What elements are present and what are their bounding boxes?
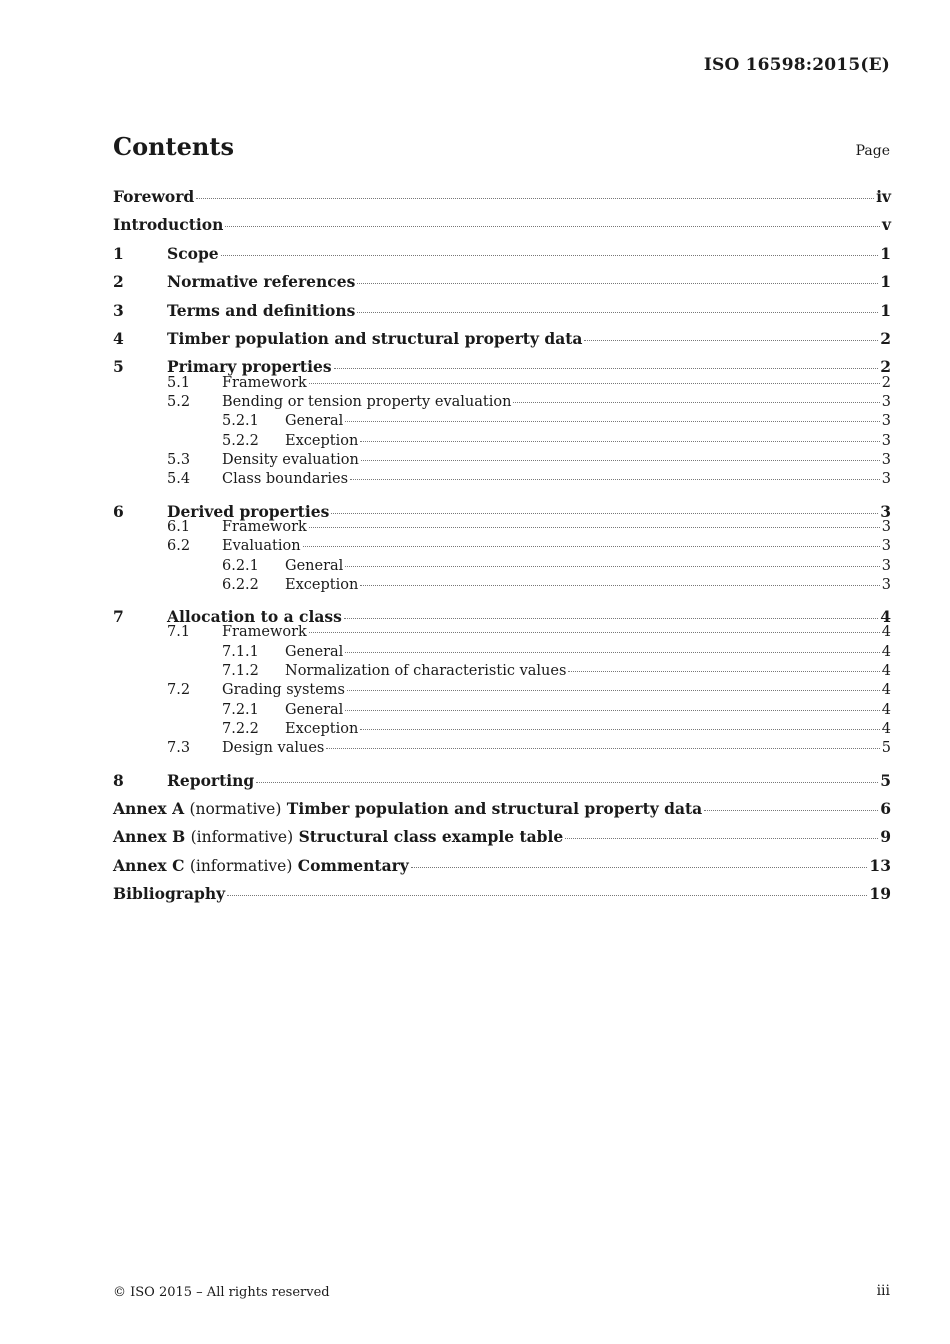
- toc-entry[interactable]: [113, 537, 891, 556]
- toc-entry-title: Exception: [285, 432, 359, 449]
- toc-entry-label: [222, 451, 359, 470]
- toc-entry-label: [113, 852, 409, 880]
- dot-leader: [584, 339, 878, 341]
- toc-entry[interactable]: [113, 795, 891, 823]
- toc-entry-title: Introduction: [113, 215, 224, 235]
- toc-entry-label: [167, 240, 219, 268]
- toc-entry-page: 3: [881, 518, 891, 535]
- toc-entry-page: 2: [880, 357, 891, 377]
- toc-entry-page: 3: [880, 501, 891, 521]
- toc-entry-title: Design values: [222, 740, 325, 757]
- toc-entry-number: 6.2.2: [222, 576, 259, 593]
- dot-leader: [568, 670, 879, 672]
- toc-entry-label: [222, 518, 307, 537]
- toc-entry-number: 7.1: [167, 624, 191, 641]
- toc-entry[interactable]: [113, 518, 891, 537]
- toc-entry-page: 3: [881, 471, 891, 488]
- toc-entry-page: 3: [881, 538, 891, 555]
- toc-entry-title: General: [285, 557, 344, 574]
- dot-leader: [309, 631, 880, 633]
- dot-leader: [256, 781, 878, 783]
- annex-title: Timber population and structural property data: [286, 798, 703, 818]
- dot-leader: [345, 420, 879, 422]
- toc-entry-number: 5: [113, 357, 124, 377]
- toc-entry-label: [167, 325, 582, 353]
- toc-entry-title: Annex B: [113, 827, 186, 847]
- toc-entry-page: 4: [880, 607, 891, 627]
- dot-leader: [345, 709, 879, 711]
- toc-entry[interactable]: [113, 557, 891, 576]
- toc-entry-label: [222, 470, 348, 489]
- dot-leader: [361, 459, 880, 461]
- toc-entry-number: 7.2.1: [222, 701, 259, 718]
- toc-entry-label: [222, 537, 301, 556]
- toc-entry-title: Evaluation: [222, 538, 301, 555]
- toc-entry-title: General: [285, 413, 344, 430]
- toc-entry[interactable]: [113, 325, 891, 353]
- toc-entry-page: 4: [881, 643, 891, 660]
- toc-entry-title: Allocation to a class: [167, 607, 342, 627]
- toc-entry-page: 9: [880, 827, 891, 847]
- toc-entry-number: 5.2.1: [222, 413, 259, 430]
- toc-entry-number: 7: [113, 607, 124, 627]
- toc-entry[interactable]: [113, 576, 891, 595]
- toc-entry-page: 4: [881, 701, 891, 718]
- toc-entry[interactable]: [113, 681, 891, 700]
- toc-entry-page: 4: [881, 624, 891, 641]
- toc-entry[interactable]: [113, 701, 891, 720]
- toc-entry-number: 5.2: [167, 394, 191, 411]
- toc-entry[interactable]: [113, 852, 891, 880]
- toc-entry-label: [113, 880, 225, 908]
- toc-entry-title: Density evaluation: [222, 451, 359, 468]
- toc-entry-number: 1: [113, 243, 124, 263]
- dot-leader: [334, 367, 879, 369]
- annex-type-note: (normative): [189, 799, 282, 818]
- toc-entry-title: Annex A: [113, 798, 185, 818]
- toc-entry[interactable]: [113, 374, 891, 393]
- contents-title: Contents: [113, 132, 234, 161]
- dot-leader: [225, 225, 880, 227]
- toc-entry-title: Grading systems: [222, 682, 345, 699]
- toc-entry-number: 7.2: [167, 682, 191, 699]
- toc-entry-title: Framework: [222, 518, 307, 535]
- toc-entry-label: [285, 412, 343, 431]
- toc-entry-title: Bibliography: [113, 884, 226, 904]
- toc-entry-label: [285, 662, 566, 681]
- dot-leader: [350, 478, 880, 480]
- dot-leader: [227, 894, 867, 896]
- toc-entry-page: 6: [880, 798, 891, 818]
- document-id: ISO 16598:2015(E): [703, 55, 890, 75]
- toc-entry-page: 1: [880, 300, 891, 320]
- toc-entry-number: 2: [113, 272, 124, 292]
- toc-entry-number: 7.2.2: [222, 720, 259, 737]
- toc-entry-title: Primary properties: [167, 357, 332, 377]
- toc-entry-title: Derived properties: [167, 501, 330, 521]
- toc-entry-label: [285, 432, 358, 451]
- toc-entry-page: 1: [880, 272, 891, 292]
- dot-leader: [360, 728, 879, 730]
- annex-title: Structural class example table: [298, 827, 564, 847]
- toc-entry-page: 3: [881, 394, 891, 411]
- footer-copyright: © ISO 2015 – All rights reserved: [113, 1285, 330, 1300]
- dot-leader: [345, 565, 879, 567]
- toc-entry-page: 4: [881, 663, 891, 680]
- annex-type-note: (informative): [190, 828, 294, 847]
- toc-entry[interactable]: [113, 470, 891, 489]
- toc-entry-label: [167, 767, 254, 795]
- toc-entry-label: [222, 681, 345, 700]
- toc-entry-page: 3: [881, 451, 891, 468]
- toc-entry-number: 7.1.2: [222, 663, 259, 680]
- toc-entry-title: Class boundaries: [222, 471, 349, 488]
- dot-leader: [309, 382, 880, 384]
- toc-entry-title: Normative references: [167, 272, 356, 292]
- toc-entry-page: 2: [881, 374, 891, 391]
- toc-entry-label: [113, 211, 223, 239]
- toc-entry-label: [285, 643, 343, 662]
- toc-entry-title: Scope: [167, 243, 219, 263]
- toc-entry[interactable]: [113, 739, 891, 758]
- footer-page-number: iii: [876, 1283, 890, 1299]
- toc-entry-label: [113, 823, 563, 851]
- toc-entry-page: v: [881, 215, 891, 235]
- annex-title: Commentary: [297, 855, 409, 875]
- dot-leader: [565, 837, 878, 839]
- dot-leader: [303, 545, 880, 547]
- dot-leader: [360, 440, 879, 442]
- toc-entry-number: 6.2.1: [222, 557, 259, 574]
- toc-entry-label: [222, 623, 307, 642]
- toc-entry-page: 5: [881, 740, 891, 757]
- dot-leader: [704, 809, 878, 811]
- toc-entry-title: Timber population and structural property data: [167, 328, 583, 348]
- toc-entry-title: General: [285, 701, 344, 718]
- toc-entry-number: 5.3: [167, 451, 191, 468]
- dot-leader: [357, 282, 878, 284]
- toc-entry[interactable]: [113, 412, 891, 431]
- toc-entry[interactable]: [113, 297, 891, 325]
- dot-leader: [513, 401, 879, 403]
- toc-entry-page: 3: [881, 576, 891, 593]
- dot-leader: [326, 747, 879, 749]
- toc-entry-page: 1: [880, 243, 891, 263]
- dot-leader: [196, 197, 874, 199]
- toc-entry[interactable]: [113, 211, 891, 239]
- table-of-contents: [113, 183, 891, 909]
- toc-entry-number: 7.3: [167, 740, 191, 757]
- toc-entry-title: Framework: [222, 624, 307, 641]
- toc-entry-page: 13: [869, 855, 891, 875]
- toc-entry-title: Normalization of characteristic values: [285, 663, 567, 680]
- dot-leader: [411, 866, 868, 868]
- toc-entry-label: [113, 183, 194, 211]
- toc-entry-number: 5.2.2: [222, 432, 259, 449]
- toc-entry-number: 6: [113, 501, 124, 521]
- toc-entry[interactable]: [113, 823, 891, 851]
- dot-leader: [309, 526, 880, 528]
- toc-entry-label: [285, 720, 358, 739]
- toc-entry-page: 3: [881, 432, 891, 449]
- toc-entry-label: [222, 739, 324, 758]
- toc-entry-label: [167, 297, 355, 325]
- toc-entry[interactable]: [113, 393, 891, 412]
- toc-entry-label: [222, 393, 511, 412]
- dot-leader: [221, 254, 879, 256]
- toc-entry[interactable]: [113, 662, 891, 681]
- toc-entry[interactable]: [113, 240, 891, 268]
- page-column-label: Page: [855, 143, 890, 159]
- toc-entry-page: 4: [881, 682, 891, 699]
- toc-entry[interactable]: [113, 767, 891, 795]
- toc-entry-label: [222, 374, 307, 393]
- toc-entry-title: Exception: [285, 720, 359, 737]
- toc-entry-number: 3: [113, 300, 124, 320]
- toc-entry-number: 7.1.1: [222, 643, 259, 660]
- toc-entry-page: 5: [880, 770, 891, 790]
- toc-entry[interactable]: [113, 880, 891, 908]
- toc-entry-page: 3: [881, 557, 891, 574]
- annex-type-note: (informative): [189, 856, 293, 875]
- dot-leader: [344, 617, 878, 619]
- dot-leader: [357, 311, 878, 313]
- toc-entry-page: 4: [881, 720, 891, 737]
- toc-entry-number: 5.1: [167, 374, 191, 391]
- toc-entry[interactable]: [113, 643, 891, 662]
- toc-entry-number: 4: [113, 328, 124, 348]
- toc-entry-number: 6.1: [167, 518, 191, 535]
- toc-entry-title: Reporting: [167, 770, 255, 790]
- toc-entry-title: Foreword: [113, 187, 195, 206]
- dot-leader: [331, 512, 878, 514]
- toc-entry-title: General: [285, 643, 344, 660]
- toc-entry[interactable]: [113, 451, 891, 470]
- dot-leader: [347, 689, 880, 691]
- toc-entry-title: Bending or tension property evaluation: [222, 394, 512, 411]
- toc-entry-page: 2: [880, 328, 891, 348]
- toc-entry[interactable]: [113, 623, 891, 642]
- toc-entry-label: [167, 268, 355, 296]
- toc-entry-title: Annex C: [113, 855, 185, 875]
- dot-leader: [360, 584, 879, 586]
- toc-entry-number: 8: [113, 770, 124, 790]
- toc-entry-page: 3: [881, 413, 891, 430]
- toc-entry[interactable]: [113, 432, 891, 451]
- toc-entry-title: Framework: [222, 374, 307, 391]
- toc-entry-number: 6.2: [167, 538, 191, 555]
- toc-entry[interactable]: [113, 268, 891, 296]
- toc-entry[interactable]: [113, 183, 891, 211]
- toc-entry-label: [285, 701, 343, 720]
- toc-entry-title: Terms and definitions: [167, 300, 356, 320]
- dot-leader: [345, 651, 879, 653]
- toc-entry-label: [285, 576, 358, 595]
- toc-entry-label: [113, 795, 702, 823]
- toc-entry-number: 5.4: [167, 471, 191, 488]
- toc-entry-page: iv: [876, 187, 891, 206]
- toc-entry-title: Exception: [285, 576, 359, 593]
- toc-entry-page: 19: [869, 884, 891, 904]
- toc-entry-label: [285, 557, 343, 576]
- toc-entry[interactable]: [113, 720, 891, 739]
